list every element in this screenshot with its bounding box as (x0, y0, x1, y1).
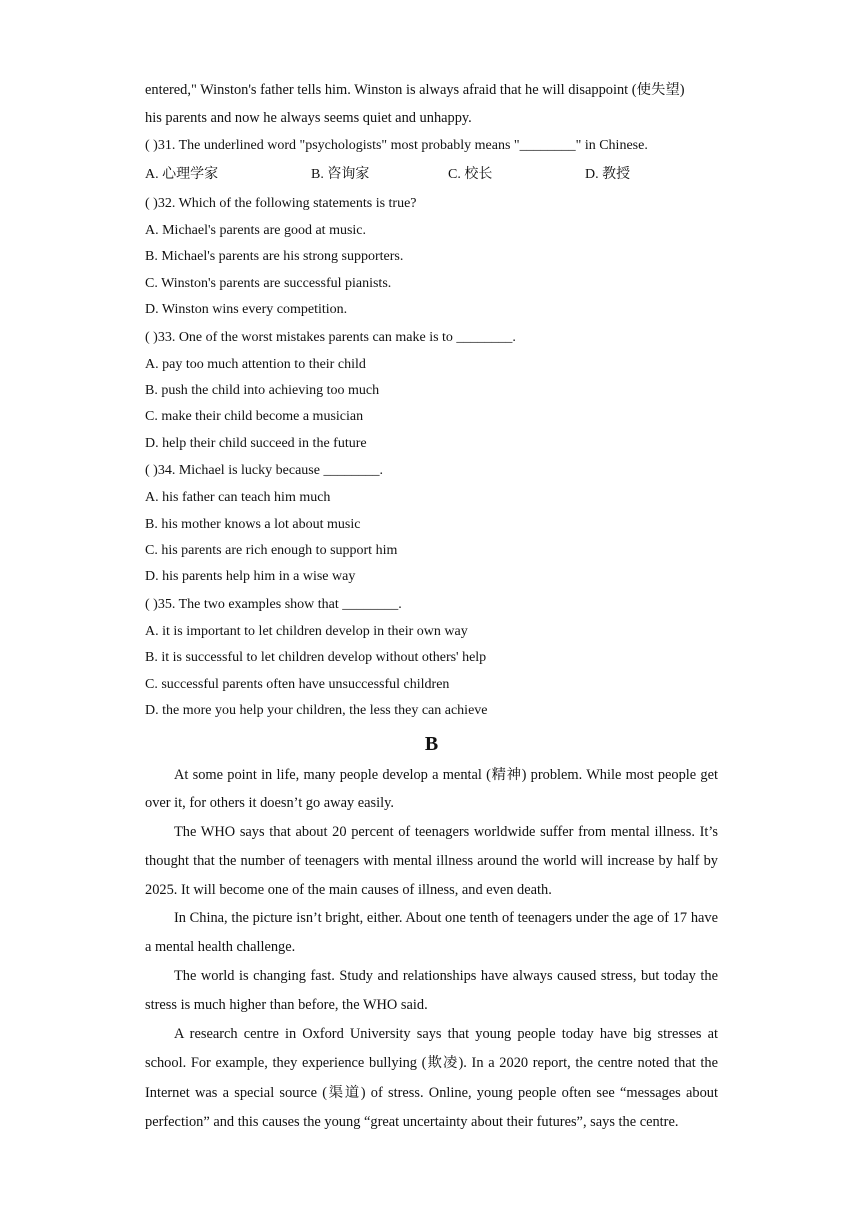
question-31: ( )31. The underlined word "psychologists" most probably means "________" in Chinese. (145, 138, 648, 153)
passage-paragraph: A research centre in Oxford University says that young people today have big stresses at school. For example, they experience bullying (欺凌). In a 2020 report, the centre noted that the Internet was a special source (渠道) of stress. Online, young people often see “messages about perfection” and this causes the young “great uncertainty about their futures”, says the centre. (145, 1025, 718, 1131)
option-b: B. Michael's parents are his strong supporters. (145, 249, 404, 265)
question-31-options (145, 160, 718, 190)
option-b: B. it is successful to let children develop without others' help (145, 650, 487, 666)
option-a: A. it is important to let children develop in their own way (145, 623, 468, 639)
passage-paragraph: In China, the picture isn’t bright, either. About one tenth of teenagers under the age of 17 have a mental health challenge. (145, 910, 718, 956)
option-d: D. 教授 (585, 167, 631, 182)
passage-paragraph: The WHO says that about 20 percent of teenagers worldwide suffer from mental illness. It’s thought that the number of teenagers with mental illness around the world will increase by half by 2025. It will become one of the main causes of illness, and even death. (145, 824, 718, 898)
option-c: C. Winston's parents are successful pianists. (145, 275, 392, 291)
option-c: C. his parents are rich enough to support him (145, 543, 398, 559)
option-a: A. pay too much attention to their child (145, 356, 366, 372)
question-33: ( )33. One of the worst mistakes parents can make is to ________. (145, 329, 516, 345)
option-d: D. help their child succeed in the future (145, 435, 367, 451)
passage-line: his parents and now he always seems quiet and unhappy. (145, 110, 472, 126)
option-c: C. 校长 (448, 167, 493, 182)
option-b: B. his mother knows a lot about music (145, 516, 361, 532)
option-c: C. successful parents often have unsuccessful children (145, 676, 450, 692)
question-32: ( )32. Which of the following statements is true? (145, 196, 417, 211)
option-a: A. Michael's parents are good at music. (145, 223, 367, 238)
option-b: B. 咨询家 (311, 167, 370, 182)
passage-paragraph: At some point in life, many people develop a mental (精神) problem. While most people get over it, for others it doesn’t go away easily. (145, 766, 718, 812)
option-d: D. his parents help him in a wise way (145, 569, 356, 585)
passage-paragraph: The world is changing fast. Study and relationships have always caused stress, but today the stress is much higher than before, the WHO said. (145, 968, 718, 1013)
option-a: A. his father can teach him much (145, 490, 331, 506)
question-35: ( )35. The two examples show that ________. (145, 596, 402, 612)
section-heading: B (424, 732, 439, 755)
option-a: A. 心理学家 (145, 167, 219, 182)
option-d: D. Winston wins every competition. (145, 302, 348, 318)
option-b: B. push the child into achieving too much (145, 383, 380, 399)
option-d: D. the more you help your children, the less they can achieve (145, 703, 488, 719)
passage-line: entered," Winston's father tells him. Winston is always afraid that he will disappoint (使失望) (145, 82, 685, 98)
option-c: C. make their child become a musician (145, 409, 364, 425)
question-34: ( )34. Michael is lucky because ________. (145, 463, 383, 479)
